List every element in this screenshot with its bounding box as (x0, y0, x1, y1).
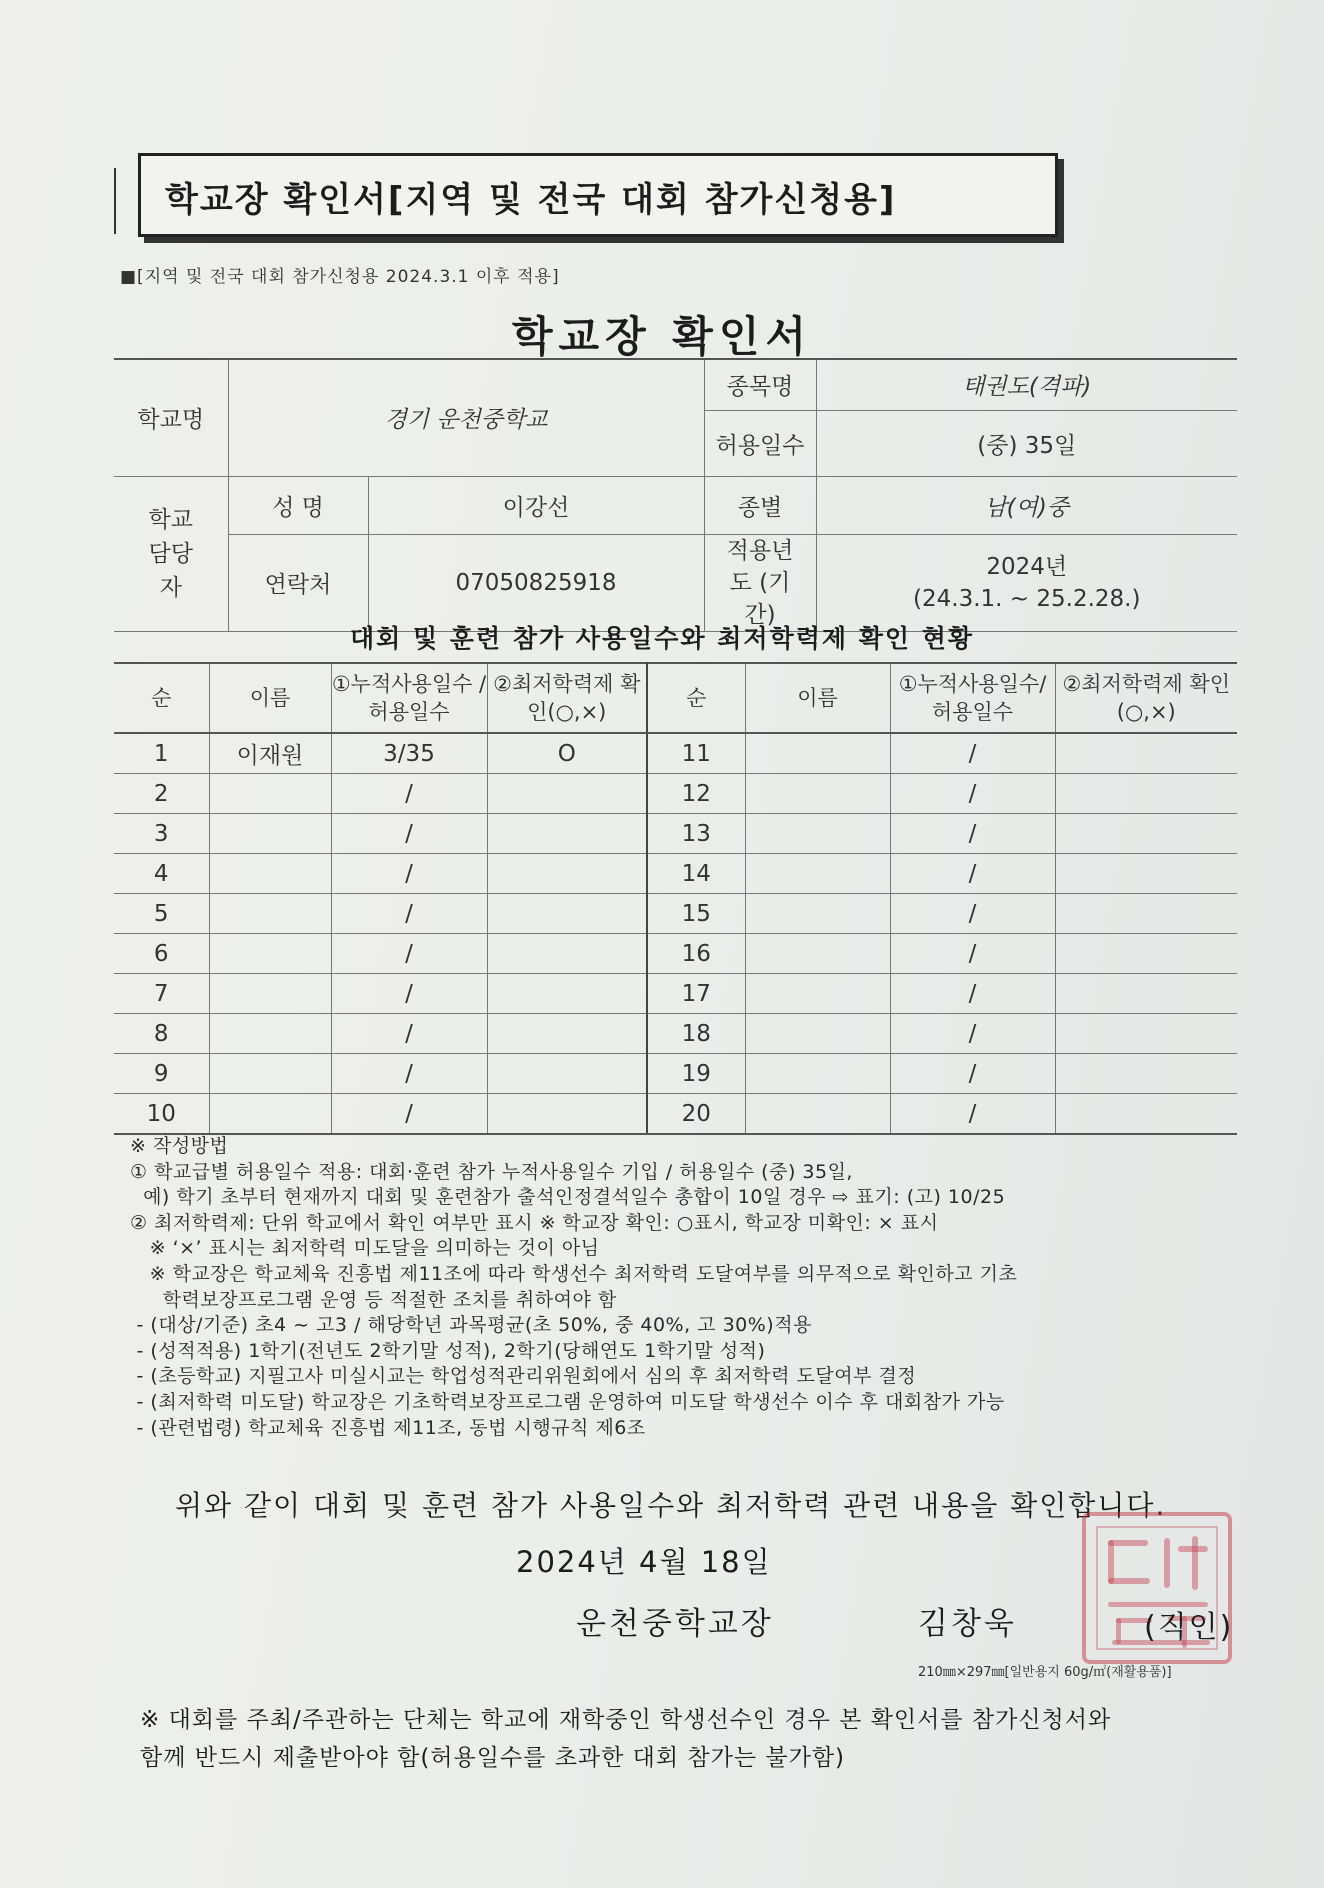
footer-line: 함께 반드시 제출받아야 함(허용일수를 초과한 대회 참가는 불가함) (140, 1745, 846, 1771)
row-name (209, 894, 331, 934)
row-no: 4 (114, 854, 209, 894)
row-check (487, 934, 647, 974)
row-no: 13 (647, 814, 745, 854)
row-name (209, 1094, 331, 1135)
row-days: 3/35 (331, 733, 487, 774)
row-days: / (331, 854, 487, 894)
info-table (114, 358, 1237, 632)
principal-name: 김창욱 (918, 1606, 1017, 1642)
row-check: O (487, 733, 647, 774)
row-days: / (331, 1014, 487, 1054)
row-no: 3 (114, 814, 209, 854)
contact-label: 연락처 (228, 534, 368, 631)
row-days: / (331, 774, 487, 814)
row-days: / (890, 934, 1055, 974)
header-name: 이름 (209, 663, 331, 733)
usage-header-row (114, 663, 1237, 733)
row-no: 14 (647, 854, 745, 894)
instruction-line: - (관련법령) 학교체육 진흥법 제11조, 동법 시행규칙 제6조 (130, 1416, 646, 1439)
row-no: 7 (114, 974, 209, 1014)
school-value: 경기 운천중학교 (228, 359, 704, 476)
gender-label: 종별 (704, 476, 816, 534)
row-no: 16 (647, 934, 745, 974)
event-value: 태권도(격파) (816, 359, 1237, 410)
row-check (487, 814, 647, 854)
row-no: 15 (647, 894, 745, 934)
row-no: 12 (647, 774, 745, 814)
row-no: 17 (647, 974, 745, 1014)
row-days: / (890, 854, 1055, 894)
row-name (745, 854, 890, 894)
paper-spec: 210㎜×297㎜[일반용지 60g/㎡(재활용품)] (918, 1665, 1172, 1680)
row-check (487, 974, 647, 1014)
header-days-right: ①누적사용일수/ 허용일수 (890, 663, 1055, 733)
row-name (209, 1014, 331, 1054)
header-check-right: ②최저학력제 확인(○,×) (1055, 663, 1237, 733)
row-days: / (331, 1094, 487, 1135)
instruction-line: 예) 학기 초부터 현재까지 대회 및 훈련참가 출석인정결석일수 총합이 10일 경우 ⇨ 표기: (고) 10/25 (130, 1186, 1006, 1209)
year-label: 적용년도 (기간) (704, 534, 816, 631)
header-no: 순 (114, 663, 209, 733)
table-row (114, 894, 1237, 934)
row-check (1055, 1094, 1237, 1135)
instruction-line: ※ 작성방법 (130, 1135, 229, 1157)
row-check (487, 1054, 647, 1094)
table-row (114, 854, 1237, 894)
title-box (138, 153, 1058, 237)
row-days: / (890, 1094, 1055, 1135)
period-value: (24.3.1. ~ 25.2.28.) (913, 585, 1141, 612)
row-check (1055, 894, 1237, 934)
row-days: / (331, 934, 487, 974)
row-days: / (331, 974, 487, 1014)
header-days: ①누적사용일수 /허용일수 (331, 663, 487, 733)
row-name (745, 814, 890, 854)
seal-label: (직인) (1144, 1610, 1234, 1645)
row-no: 10 (114, 1094, 209, 1135)
allowed-days-label: 허용일수 (704, 410, 816, 476)
contact-value: 07050825918 (368, 534, 704, 631)
row-days: / (331, 894, 487, 934)
row-name (745, 1054, 890, 1094)
header-check: ②최저학력제 확인(○,×) (487, 663, 647, 733)
school-label: 학교명 (114, 359, 228, 476)
usage-table (114, 662, 1237, 1135)
row-check (487, 774, 647, 814)
name-value: 이강선 (368, 476, 704, 534)
gender-value: 남(여)중 (816, 476, 1237, 534)
row-check (1055, 814, 1237, 854)
row-check (1055, 733, 1237, 774)
writing-instructions (130, 1134, 1017, 1441)
row-check (487, 1014, 647, 1054)
year-value: 2024년 (986, 553, 1068, 580)
row-no: 2 (114, 774, 209, 814)
footer-notice (140, 1701, 1111, 1777)
instruction-line: ※ 학교장은 학교체육 진흥법 제11조에 따라 학생선수 최저학력 도달여부를 의무적으로 확인하고 기초 (130, 1262, 1018, 1285)
row-name (209, 814, 331, 854)
row-name (745, 894, 890, 934)
row-name (209, 1054, 331, 1094)
row-check (487, 854, 647, 894)
row-no: 20 (647, 1094, 745, 1135)
row-name (209, 774, 331, 814)
row-check (487, 894, 647, 934)
row-no: 19 (647, 1054, 745, 1094)
staff-label: 학교 담당자 (114, 476, 228, 631)
instruction-line: ① 학교급별 허용일수 적용: 대회·훈련 참가 누적사용일수 기입 / 허용일수 (중) 35일, (130, 1160, 853, 1183)
allowed-days-value: (중) 35일 (816, 410, 1237, 476)
event-label: 종목명 (704, 359, 816, 410)
year-cell (816, 534, 1237, 631)
row-check (1055, 1054, 1237, 1094)
instruction-line: - (초등학교) 지필고사 미실시교는 학업성적관리위원회에서 심의 후 최저학력 도달여부 결정 (130, 1365, 917, 1388)
row-days: / (331, 814, 487, 854)
usage-section-title: 대회 및 훈련 참가 사용일수와 최저학력제 확인 현황 (349, 624, 975, 653)
document-title: 학교장 확인서 (511, 312, 813, 361)
school-principal-title: 운천중학교장 (576, 1606, 774, 1642)
instruction-line: - (대상/기준) 초4 ~ 고3 / 해당학년 과목평균(초 50%, 중 40%, 고 30%)적용 (130, 1314, 812, 1337)
title-side-rule (114, 168, 116, 234)
row-days: / (890, 894, 1055, 934)
row-days: / (890, 774, 1055, 814)
row-no: 9 (114, 1054, 209, 1094)
row-name (745, 974, 890, 1014)
instruction-line: ② 최저학력제: 단위 학교에서 확인 여부만 표시 ※ 학교장 확인: ○표시, 학교장 미확인: × 표시 (130, 1211, 939, 1234)
row-check (1055, 774, 1237, 814)
table-row (114, 733, 1237, 774)
footer-line: ※ 대회를 주최/주관하는 단체는 학교에 재학중인 학생선수인 경우 본 확인서를 참가신청서와 (140, 1707, 1112, 1733)
row-name (745, 1014, 890, 1054)
table-row (114, 774, 1237, 814)
row-no: 5 (114, 894, 209, 934)
instruction-line: 학력보장프로그램 운영 등 적절한 조치를 취하여야 함 (130, 1288, 617, 1311)
signature-date: 2024년 4월 18일 (516, 1545, 772, 1579)
row-check (1055, 974, 1237, 1014)
table-row (114, 934, 1237, 974)
row-check (1055, 1014, 1237, 1054)
instruction-line: - (성적적용) 1학기(전년도 2학기말 성적), 2학기(당해연도 1학기말 성적) (130, 1339, 766, 1362)
row-check (487, 1094, 647, 1135)
instruction-line: - (최저학력 미도달) 학교장은 기초학력보장프로그램 운영하여 미도달 학생선수 이수 후 대회참가 가능 (130, 1390, 1005, 1413)
row-name (209, 974, 331, 1014)
table-row (114, 814, 1237, 854)
row-no: 18 (647, 1014, 745, 1054)
row-days: / (331, 1054, 487, 1094)
row-no: 6 (114, 934, 209, 974)
table-row (114, 1014, 1237, 1054)
row-name (745, 774, 890, 814)
row-no: 8 (114, 1014, 209, 1054)
row-name: 이재원 (209, 733, 331, 774)
row-check (1055, 934, 1237, 974)
table-row (114, 1054, 1237, 1094)
row-name (209, 934, 331, 974)
row-check (1055, 854, 1237, 894)
row-days: / (890, 733, 1055, 774)
name-label: 성 명 (228, 476, 368, 534)
box-title: 학교장 확인서[지역 및 전국 대회 참가신청용] (165, 180, 897, 220)
row-no: 11 (647, 733, 745, 774)
applicability-note: ■[지역 및 전국 대회 참가신청용 2024.3.1 이후 적용] (120, 267, 560, 287)
row-name (209, 854, 331, 894)
header-no-right: 순 (647, 663, 745, 733)
row-days: / (890, 1014, 1055, 1054)
row-no: 1 (114, 733, 209, 774)
confirmation-statement: 위와 같이 대회 및 훈련 참가 사용일수와 최저학력 관련 내용을 확인합니다. (175, 1489, 1167, 1522)
row-days: / (890, 1054, 1055, 1094)
row-name (745, 934, 890, 974)
row-days: / (890, 974, 1055, 1014)
table-row (114, 974, 1237, 1014)
row-name (745, 1094, 890, 1135)
header-name-right: 이름 (745, 663, 890, 733)
instruction-line: ※ ‘×’ 표시는 최저학력 미도달을 의미하는 것이 아님 (130, 1237, 600, 1260)
row-name (745, 733, 890, 774)
row-days: / (890, 814, 1055, 854)
table-row (114, 1094, 1237, 1135)
